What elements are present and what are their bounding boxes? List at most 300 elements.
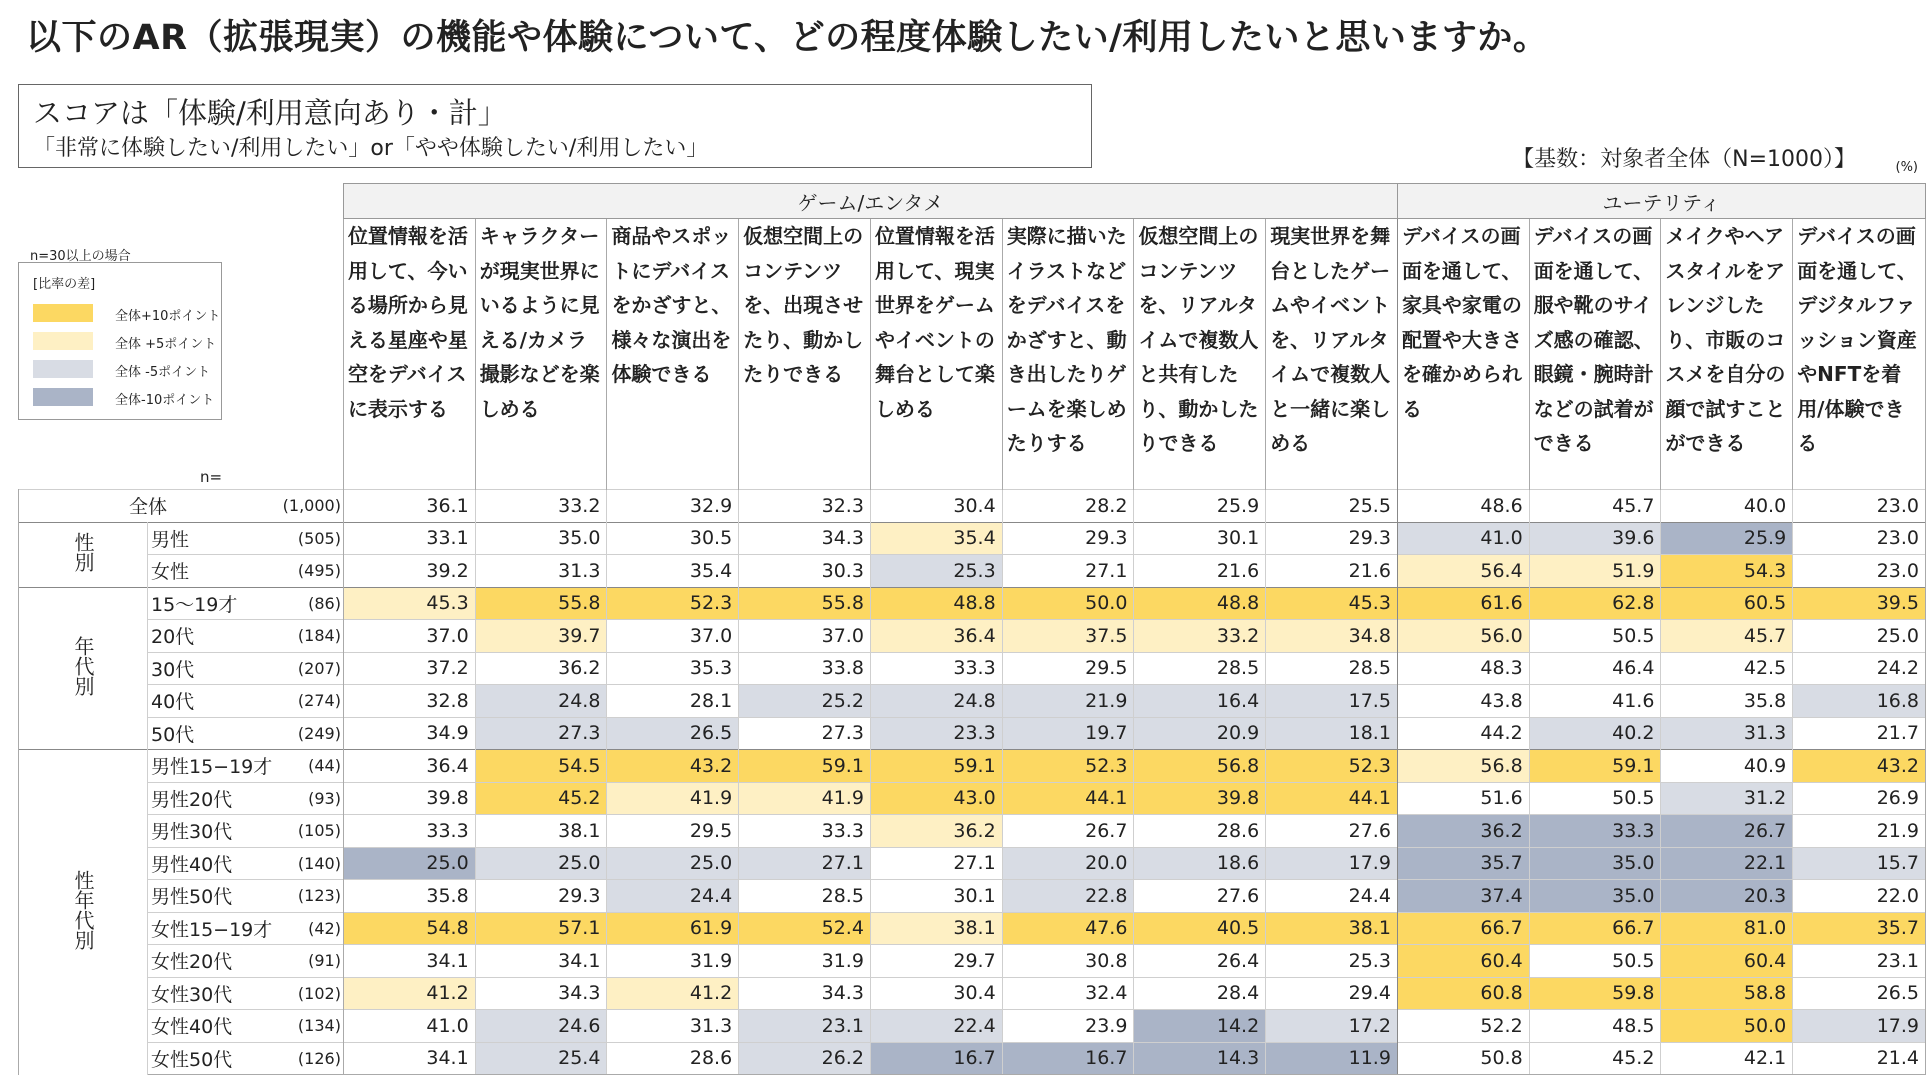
value-cell: 18.6 [1134, 847, 1266, 880]
value-cell: 38.1 [475, 815, 607, 848]
value-cell: 34.3 [475, 977, 607, 1010]
value-cell: 36.2 [1397, 815, 1529, 848]
row-n: (274) [277, 685, 343, 718]
score-definition-box [18, 84, 1092, 168]
value-cell: 33.3 [343, 815, 475, 848]
value-cell: 30.8 [1002, 945, 1134, 978]
value-cell: 59.1 [1529, 750, 1661, 783]
value-cell: 50.0 [1002, 587, 1134, 620]
value-cell: 28.2 [1002, 490, 1134, 523]
table-row [19, 587, 1926, 620]
value-cell: 16.7 [870, 1042, 1002, 1075]
row-n: (123) [277, 880, 343, 913]
value-cell: 44.1 [1002, 782, 1134, 815]
value-cell: 38.1 [870, 912, 1002, 945]
value-cell: 54.3 [1661, 555, 1793, 588]
value-cell: 25.4 [475, 1042, 607, 1075]
legend-label: 全体 -5ポイント [115, 365, 211, 380]
value-cell: 16.4 [1134, 685, 1266, 718]
value-cell: 30.1 [1134, 522, 1266, 555]
value-cell: 42.1 [1661, 1042, 1793, 1075]
value-cell: 21.9 [1002, 685, 1134, 718]
legend-label: 全体 +5ポイント [115, 337, 217, 352]
value-cell: 39.5 [1793, 587, 1926, 620]
table-row [19, 490, 1926, 523]
row-label: 50代 [148, 717, 278, 750]
value-cell: 28.5 [1266, 652, 1398, 685]
item-header-row [19, 219, 1926, 490]
value-cell: 21.6 [1134, 555, 1266, 588]
value-cell: 28.5 [1134, 652, 1266, 685]
item-header: 仮想空間上のコンテンツを、出現させたり、動かしたりできる [739, 219, 871, 490]
value-cell: 41.2 [607, 977, 739, 1010]
base-note: 【基数：対象者全体（N=1000）】 [1512, 147, 1856, 172]
value-cell: 28.4 [1134, 977, 1266, 1010]
legend-title: [比率の差] [33, 277, 96, 292]
group-header-row [19, 184, 1926, 219]
value-cell: 32.4 [1002, 977, 1134, 1010]
value-cell: 26.4 [1134, 945, 1266, 978]
row-n: (86) [277, 587, 343, 620]
row-label: 15～19才 [148, 587, 278, 620]
value-cell: 39.2 [343, 555, 475, 588]
value-cell: 48.8 [870, 587, 1002, 620]
value-cell: 58.8 [1661, 977, 1793, 1010]
value-cell: 39.6 [1529, 522, 1661, 555]
value-cell: 43.0 [870, 782, 1002, 815]
value-cell: 26.7 [1661, 815, 1793, 848]
value-cell: 25.3 [870, 555, 1002, 588]
value-cell: 22.8 [1002, 880, 1134, 913]
legend-label: 全体+10ポイント [115, 309, 221, 324]
row-n: (1,000) [277, 490, 343, 523]
row-n: (93) [277, 782, 343, 815]
unit-label: (%) [1895, 160, 1918, 175]
value-cell: 34.3 [739, 522, 871, 555]
value-cell: 31.9 [739, 945, 871, 978]
row-label: 男性15−19才 [148, 750, 278, 783]
value-cell: 21.4 [1793, 1042, 1926, 1075]
item-header: 位置情報を活用して、今いる場所から見える星座や星空をデバイスに表示する [343, 219, 475, 490]
value-cell: 33.2 [1134, 620, 1266, 653]
value-cell: 66.7 [1397, 912, 1529, 945]
value-cell: 45.7 [1661, 620, 1793, 653]
row-label: 男性40代 [148, 847, 278, 880]
value-cell: 51.6 [1397, 782, 1529, 815]
score-definition-title: スコアは「体験/利用意向あり・計」 [33, 96, 507, 130]
value-cell: 56.8 [1397, 750, 1529, 783]
value-cell: 40.2 [1529, 717, 1661, 750]
value-cell: 34.9 [343, 717, 475, 750]
value-cell: 62.8 [1529, 587, 1661, 620]
item-header: メイクやヘアスタイルをアレンジしたり、市販のコスメを自分の顔で試すことができる [1661, 219, 1793, 490]
value-cell: 59.1 [870, 750, 1002, 783]
value-cell: 41.2 [343, 977, 475, 1010]
value-cell: 48.8 [1134, 587, 1266, 620]
value-cell: 33.3 [1529, 815, 1661, 848]
value-cell: 29.5 [1002, 652, 1134, 685]
value-cell: 22.4 [870, 1010, 1002, 1043]
value-cell: 56.8 [1134, 750, 1266, 783]
item-header: 商品やスポットにデバイスをかざすと、様々な演出を体験できる [607, 219, 739, 490]
value-cell: 24.8 [475, 685, 607, 718]
value-cell: 14.2 [1134, 1010, 1266, 1043]
row-label: 男性 [148, 522, 278, 555]
value-cell: 24.2 [1793, 652, 1926, 685]
row-n: (495) [277, 555, 343, 588]
value-cell: 35.0 [1529, 847, 1661, 880]
row-label: 40代 [148, 685, 278, 718]
table-row [19, 652, 1926, 685]
group-header-utility: ユーテリティ [1397, 184, 1925, 219]
table-row [19, 847, 1926, 880]
value-cell: 55.8 [739, 587, 871, 620]
value-cell: 25.3 [1266, 945, 1398, 978]
value-cell: 45.3 [1266, 587, 1398, 620]
value-cell: 48.5 [1529, 1010, 1661, 1043]
value-cell: 29.3 [475, 880, 607, 913]
value-cell: 45.3 [343, 587, 475, 620]
value-cell: 23.1 [1793, 945, 1926, 978]
value-cell: 35.4 [870, 522, 1002, 555]
value-cell: 59.8 [1529, 977, 1661, 1010]
value-cell: 36.1 [343, 490, 475, 523]
value-cell: 41.6 [1529, 685, 1661, 718]
item-header: デバイスの画面を通して、デジタルファッション資産やNFTを着用/体験できる [1793, 219, 1926, 490]
value-cell: 25.2 [739, 685, 871, 718]
row-label: 20代 [148, 620, 278, 653]
row-n: (91) [277, 945, 343, 978]
value-cell: 35.4 [607, 555, 739, 588]
value-cell: 56.0 [1397, 620, 1529, 653]
row-group-label [19, 522, 148, 587]
value-cell: 23.0 [1793, 490, 1926, 523]
value-cell: 25.0 [475, 847, 607, 880]
value-cell: 44.2 [1397, 717, 1529, 750]
value-cell: 26.5 [1793, 977, 1926, 1010]
value-cell: 34.3 [739, 977, 871, 1010]
table-row [19, 815, 1926, 848]
value-cell: 31.3 [1661, 717, 1793, 750]
item-header: 実際に描いたイラストなどをデバイスをかざすと、動き出したりゲームを楽しめたりする [1002, 219, 1134, 490]
value-cell: 61.9 [607, 912, 739, 945]
value-cell: 81.0 [1661, 912, 1793, 945]
value-cell: 24.6 [475, 1010, 607, 1043]
row-n: (207) [277, 652, 343, 685]
item-header: 仮想空間上のコンテンツを、リアルタイムで複数人と共有したり、動かしたりできる [1134, 219, 1266, 490]
value-cell: 37.4 [1397, 880, 1529, 913]
table-row [19, 555, 1926, 588]
page-title: 以下のAR（拡張現実）の機能や体験について、どの程度体験したい/利用したいと思いますか。 [26, 18, 1549, 58]
value-cell: 11.9 [1266, 1042, 1398, 1075]
results-table [18, 183, 1926, 1075]
row-group-text: 性別 [71, 532, 95, 572]
value-cell: 37.2 [343, 652, 475, 685]
row-label: 男性30代 [148, 815, 278, 848]
value-cell: 35.0 [475, 522, 607, 555]
value-cell: 39.8 [343, 782, 475, 815]
value-cell: 61.6 [1397, 587, 1529, 620]
value-cell: 47.6 [1002, 912, 1134, 945]
row-n: (105) [277, 815, 343, 848]
value-cell: 35.7 [1793, 912, 1926, 945]
value-cell: 39.7 [475, 620, 607, 653]
value-cell: 29.7 [870, 945, 1002, 978]
table-row [19, 522, 1926, 555]
value-cell: 50.8 [1397, 1042, 1529, 1075]
value-cell: 52.4 [739, 912, 871, 945]
row-n: (505) [277, 522, 343, 555]
value-cell: 42.5 [1661, 652, 1793, 685]
table-row [19, 945, 1926, 978]
table-row [19, 620, 1926, 653]
value-cell: 48.6 [1397, 490, 1529, 523]
value-cell: 22.1 [1661, 847, 1793, 880]
value-cell: 21.7 [1793, 717, 1926, 750]
row-n: (102) [277, 977, 343, 1010]
value-cell: 33.2 [475, 490, 607, 523]
row-n: (126) [277, 1042, 343, 1075]
value-cell: 43.8 [1397, 685, 1529, 718]
value-cell: 32.3 [739, 490, 871, 523]
value-cell: 29.4 [1266, 977, 1398, 1010]
value-cell: 31.3 [607, 1010, 739, 1043]
value-cell: 41.9 [607, 782, 739, 815]
value-cell: 21.6 [1266, 555, 1398, 588]
value-cell: 36.2 [475, 652, 607, 685]
value-cell: 33.3 [870, 652, 1002, 685]
value-cell: 60.8 [1397, 977, 1529, 1010]
value-cell: 35.7 [1397, 847, 1529, 880]
value-cell: 17.5 [1266, 685, 1398, 718]
value-cell: 31.2 [1661, 782, 1793, 815]
value-cell: 41.0 [343, 1010, 475, 1043]
value-cell: 23.9 [1002, 1010, 1134, 1043]
value-cell: 16.8 [1793, 685, 1926, 718]
score-definition-detail: 「非常に体験したい/利用したい」or「やや体験したい/利用したい」 [33, 136, 709, 161]
row-label: 女性20代 [148, 945, 278, 978]
value-cell: 66.7 [1529, 912, 1661, 945]
table-row [19, 1010, 1926, 1043]
row-group-label [19, 587, 148, 750]
value-cell: 38.1 [1266, 912, 1398, 945]
row-group-label [19, 750, 148, 1075]
value-cell: 41.9 [739, 782, 871, 815]
value-cell: 27.6 [1266, 815, 1398, 848]
value-cell: 18.1 [1266, 717, 1398, 750]
value-cell: 36.2 [870, 815, 1002, 848]
value-cell: 26.7 [1002, 815, 1134, 848]
row-group-text: 年代別 [71, 635, 95, 696]
value-cell: 32.9 [607, 490, 739, 523]
value-cell: 34.1 [343, 1042, 475, 1075]
value-cell: 43.2 [607, 750, 739, 783]
value-cell: 20.0 [1002, 847, 1134, 880]
table-row [19, 1042, 1926, 1075]
value-cell: 51.9 [1529, 555, 1661, 588]
row-n: (249) [277, 717, 343, 750]
item-header: 現実世界を舞台としたゲームやイベントを、リアルタイムで複数人と一緒に楽しめる [1266, 219, 1398, 490]
value-cell: 50.5 [1529, 620, 1661, 653]
value-cell: 50.5 [1529, 945, 1661, 978]
table-row [19, 880, 1926, 913]
table-row [19, 750, 1926, 783]
value-cell: 52.3 [607, 587, 739, 620]
value-cell: 39.8 [1134, 782, 1266, 815]
value-cell: 31.9 [607, 945, 739, 978]
value-cell: 17.9 [1266, 847, 1398, 880]
row-n: (134) [277, 1010, 343, 1043]
value-cell: 45.7 [1529, 490, 1661, 523]
table-body [19, 490, 1926, 1075]
value-cell: 52.2 [1397, 1010, 1529, 1043]
table-row [19, 977, 1926, 1010]
value-cell: 46.4 [1529, 652, 1661, 685]
row-group-text: 性年代別 [71, 869, 95, 950]
value-cell: 17.2 [1266, 1010, 1398, 1043]
item-header: 位置情報を活用して、現実世界をゲームやイベントの舞台として楽しめる [870, 219, 1002, 490]
table-row [19, 685, 1926, 718]
value-cell: 60.4 [1397, 945, 1529, 978]
value-cell: 25.9 [1661, 522, 1793, 555]
value-cell: 45.2 [475, 782, 607, 815]
n-column-header: n= [200, 468, 223, 486]
value-cell: 34.1 [475, 945, 607, 978]
value-cell: 25.9 [1134, 490, 1266, 523]
value-cell: 27.1 [739, 847, 871, 880]
value-cell: 50.5 [1529, 782, 1661, 815]
value-cell: 52.3 [1266, 750, 1398, 783]
value-cell: 30.1 [870, 880, 1002, 913]
value-cell: 27.3 [475, 717, 607, 750]
legend-label: 全体-10ポイント [115, 393, 215, 408]
value-cell: 48.3 [1397, 652, 1529, 685]
value-cell: 33.3 [739, 815, 871, 848]
row-label: 30代 [148, 652, 278, 685]
value-cell: 35.0 [1529, 880, 1661, 913]
value-cell: 36.4 [870, 620, 1002, 653]
item-header: キャラクターが現実世界にいるように見える/カメラ撮影などを楽しめる [475, 219, 607, 490]
legend-caption: n=30以上の場合 [30, 249, 131, 264]
value-cell: 44.1 [1266, 782, 1398, 815]
value-cell: 45.2 [1529, 1042, 1661, 1075]
value-cell: 29.3 [1266, 522, 1398, 555]
table-row [19, 717, 1926, 750]
value-cell: 27.6 [1134, 880, 1266, 913]
group-header-game: ゲーム/エンタメ [343, 184, 1397, 219]
value-cell: 23.0 [1793, 522, 1926, 555]
value-cell: 35.3 [607, 652, 739, 685]
value-cell: 25.0 [607, 847, 739, 880]
item-header: デバイスの画面を通して、家具や家電の配置や大きさを確かめられる [1397, 219, 1529, 490]
row-n: (42) [277, 912, 343, 945]
row-label: 女性30代 [148, 977, 278, 1010]
value-cell: 36.4 [343, 750, 475, 783]
row-n: (140) [277, 847, 343, 880]
value-cell: 28.6 [1134, 815, 1266, 848]
value-cell: 29.5 [607, 815, 739, 848]
value-cell: 16.7 [1002, 1042, 1134, 1075]
value-cell: 40.9 [1661, 750, 1793, 783]
value-cell: 14.3 [1134, 1042, 1266, 1075]
value-cell: 37.0 [607, 620, 739, 653]
row-label: 女性15−19才 [148, 912, 278, 945]
value-cell: 23.0 [1793, 555, 1926, 588]
value-cell: 25.5 [1266, 490, 1398, 523]
value-cell: 15.7 [1793, 847, 1926, 880]
value-cell: 30.4 [870, 977, 1002, 1010]
table-row [19, 912, 1926, 945]
row-n: (44) [277, 750, 343, 783]
value-cell: 37.0 [739, 620, 871, 653]
row-n: (184) [277, 620, 343, 653]
value-cell: 30.3 [739, 555, 871, 588]
value-cell: 28.5 [739, 880, 871, 913]
value-cell: 34.1 [343, 945, 475, 978]
value-cell: 26.5 [607, 717, 739, 750]
value-cell: 24.8 [870, 685, 1002, 718]
value-cell: 43.2 [1793, 750, 1926, 783]
value-cell: 28.6 [607, 1042, 739, 1075]
value-cell: 57.1 [475, 912, 607, 945]
table-row [19, 782, 1926, 815]
value-cell: 27.1 [870, 847, 1002, 880]
value-cell: 23.1 [739, 1010, 871, 1043]
value-cell: 37.5 [1002, 620, 1134, 653]
value-cell: 52.3 [1002, 750, 1134, 783]
value-cell: 27.1 [1002, 555, 1134, 588]
value-cell: 25.0 [1793, 620, 1926, 653]
value-cell: 22.0 [1793, 880, 1926, 913]
value-cell: 60.4 [1661, 945, 1793, 978]
value-cell: 30.4 [870, 490, 1002, 523]
row-label: 全体 [19, 490, 278, 523]
value-cell: 40.0 [1661, 490, 1793, 523]
value-cell: 35.8 [1661, 685, 1793, 718]
value-cell: 55.8 [475, 587, 607, 620]
value-cell: 20.9 [1134, 717, 1266, 750]
row-label: 女性 [148, 555, 278, 588]
value-cell: 24.4 [1266, 880, 1398, 913]
value-cell: 40.5 [1134, 912, 1266, 945]
value-cell: 33.8 [739, 652, 871, 685]
value-cell: 28.1 [607, 685, 739, 718]
value-cell: 31.3 [475, 555, 607, 588]
value-cell: 20.3 [1661, 880, 1793, 913]
value-cell: 54.8 [343, 912, 475, 945]
item-header: デバイスの画面を通して、服や靴のサイズ感の確認、眼鏡・腕時計などの試着ができる [1529, 219, 1661, 490]
value-cell: 33.1 [343, 522, 475, 555]
value-cell: 54.5 [475, 750, 607, 783]
row-label: 女性50代 [148, 1042, 278, 1075]
value-cell: 32.8 [343, 685, 475, 718]
value-cell: 34.8 [1266, 620, 1398, 653]
value-cell: 19.7 [1002, 717, 1134, 750]
value-cell: 26.9 [1793, 782, 1926, 815]
value-cell: 23.3 [870, 717, 1002, 750]
value-cell: 26.2 [739, 1042, 871, 1075]
value-cell: 17.9 [1793, 1010, 1926, 1043]
row-label: 男性50代 [148, 880, 278, 913]
value-cell: 30.5 [607, 522, 739, 555]
value-cell: 50.0 [1661, 1010, 1793, 1043]
value-cell: 25.0 [343, 847, 475, 880]
value-cell: 59.1 [739, 750, 871, 783]
value-cell: 56.4 [1397, 555, 1529, 588]
value-cell: 29.3 [1002, 522, 1134, 555]
value-cell: 37.0 [343, 620, 475, 653]
row-label: 男性20代 [148, 782, 278, 815]
